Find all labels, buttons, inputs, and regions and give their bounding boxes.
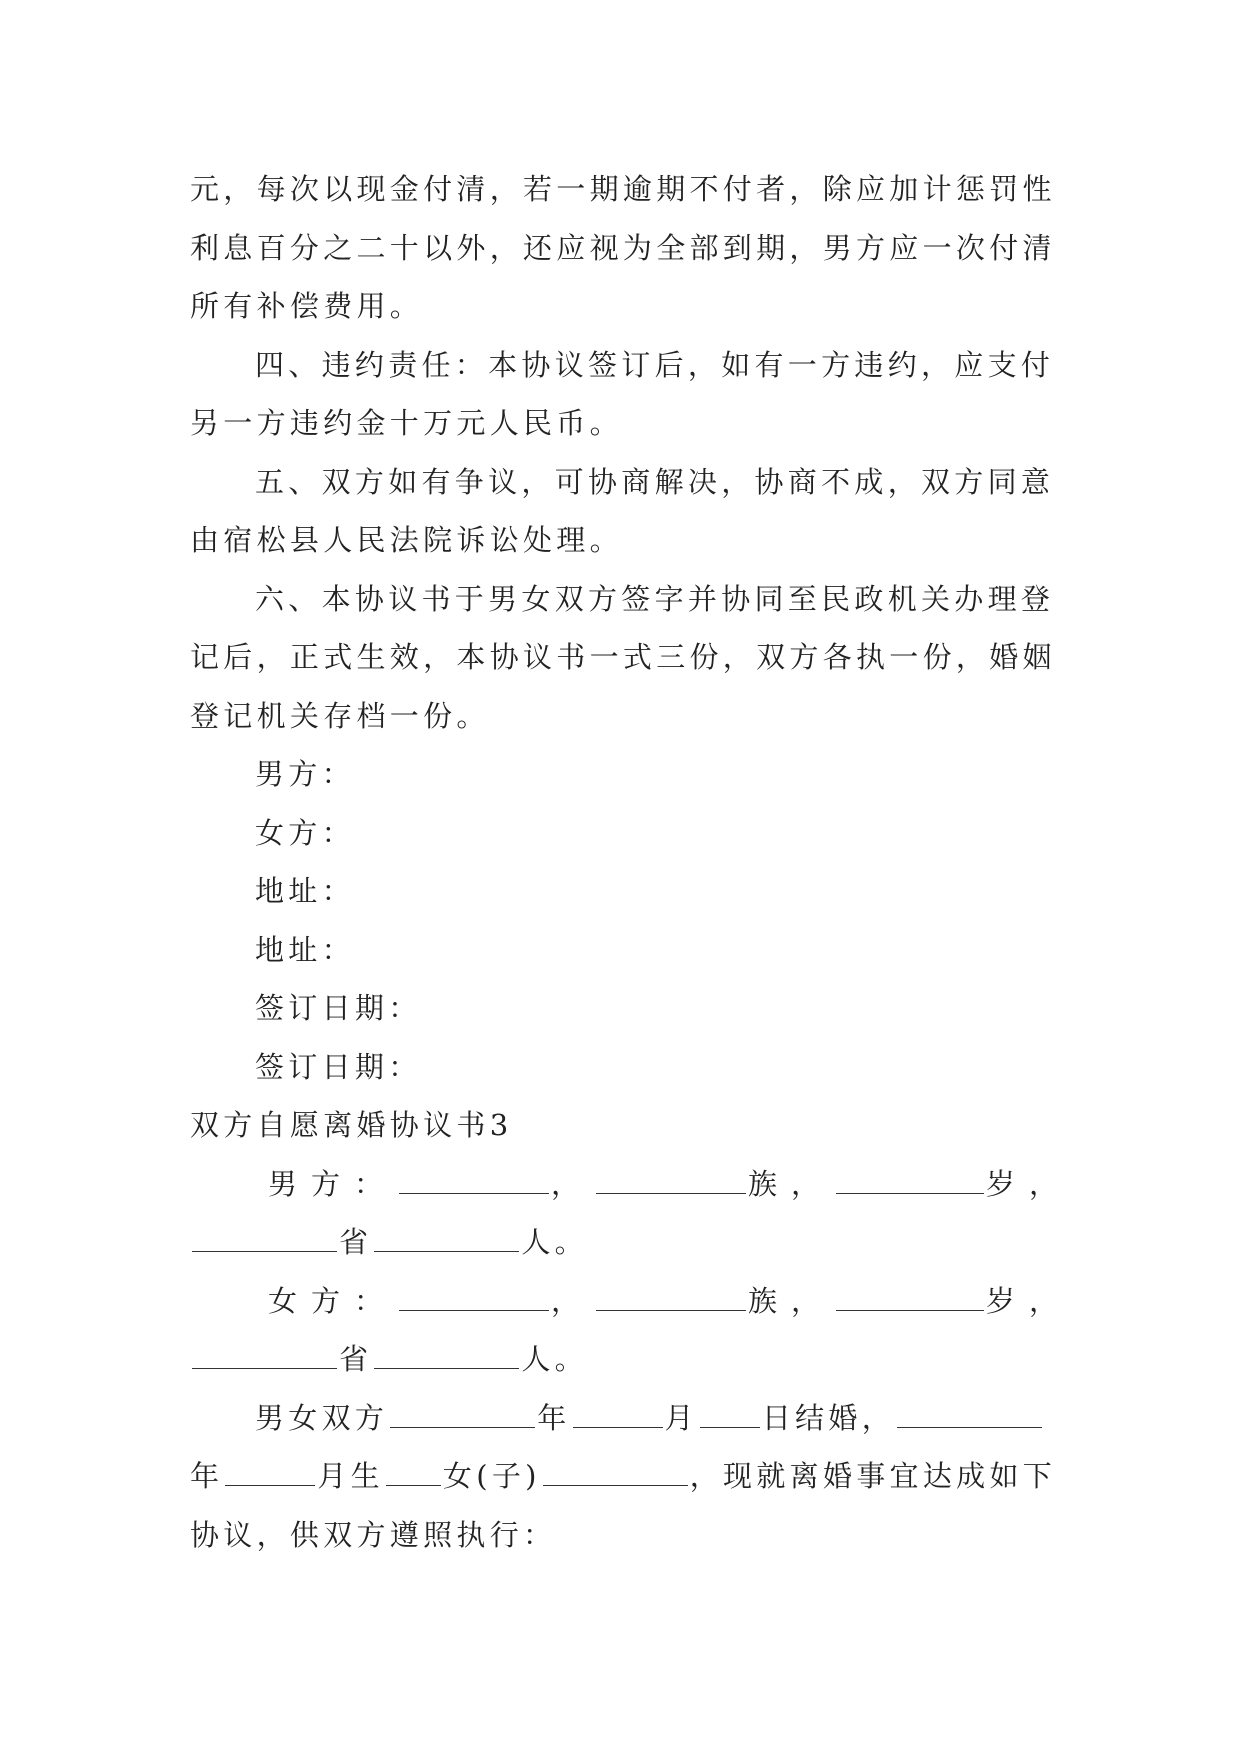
- text-line: 所有补偿费用。: [190, 289, 424, 323]
- text-line: 由宿松县人民法院诉讼处理。: [190, 523, 623, 557]
- text-line: 元，每次以现金付清，若一期逾期不付者，除应加计惩罚性: [190, 172, 1056, 206]
- female-info-line: [190, 1272, 1073, 1331]
- agreement-reached: ，现就离婚事宜达成如下: [689, 1459, 1057, 1493]
- marriage-month-blank: [573, 1405, 663, 1428]
- year-label: 年: [190, 1459, 224, 1493]
- signature-female-label: 女方：: [255, 815, 355, 850]
- female-origin-line: [190, 1330, 1050, 1389]
- text-line: 利息百分之二十以外，还应视为全部到期，男方应一次付清: [190, 230, 1056, 265]
- child-birth-year-blank: [897, 1405, 1042, 1428]
- male-origin-line: [190, 1213, 1050, 1272]
- day-married-label: 日结婚，: [761, 1400, 896, 1435]
- text-line: 记后，正式生效，本协议书一式三份，双方各执一份，婚姻: [190, 640, 1056, 674]
- male-hometown-blank: [374, 1229, 519, 1252]
- male-ethnic-blank: [596, 1171, 746, 1194]
- marriage-date-line: [190, 1389, 1050, 1448]
- female-ethnic-blank: [596, 1288, 746, 1311]
- person-label: 人。: [521, 1342, 588, 1376]
- female-age-blank: [836, 1288, 984, 1311]
- text-line: 另一方违约金十万元人民币。: [190, 406, 623, 440]
- male-info-line: [190, 1155, 1073, 1214]
- child-birth-month-blank: [225, 1463, 315, 1486]
- document-page: [190, 160, 1073, 1564]
- ethnic-label: 族，: [748, 1166, 835, 1201]
- month-label: 月: [664, 1400, 698, 1435]
- male-label: 男方：: [268, 1166, 398, 1201]
- province-label: 省: [339, 1342, 373, 1376]
- clause-four: 四、违约责任：本协议签订后，如有一方违约，应支付: [255, 347, 1055, 382]
- comma: ，: [551, 1283, 595, 1318]
- male-age-blank: [836, 1171, 984, 1194]
- ethnic-label: 族，: [748, 1283, 835, 1318]
- sign-date-label: 签订日期：: [255, 991, 422, 1025]
- child-label: 女(子): [442, 1459, 541, 1493]
- female-name-blank: [399, 1288, 549, 1311]
- marriage-day-blank: [700, 1405, 760, 1428]
- age-label: 岁，: [986, 1166, 1073, 1201]
- signature-male-label: 男方：: [255, 757, 355, 791]
- female-province-blank: [192, 1346, 337, 1369]
- child-name-blank: [543, 1463, 688, 1486]
- text-line: 登记机关存档一份。: [190, 698, 490, 733]
- child-birth-line: [190, 1447, 1057, 1506]
- marriage-year-blank: [390, 1405, 535, 1428]
- address-label: 地址：: [255, 932, 355, 967]
- final-line: 协议，供双方遵照执行：: [190, 1517, 557, 1552]
- province-label: 省: [339, 1225, 373, 1259]
- female-hometown-blank: [374, 1346, 519, 1369]
- marriage-prefix: 男女双方: [255, 1400, 389, 1435]
- age-label: 岁，: [986, 1283, 1073, 1318]
- person-label: 人。: [521, 1225, 588, 1259]
- comma: ，: [551, 1166, 595, 1201]
- male-province-blank: [192, 1229, 337, 1252]
- clause-five: 五、双方如有争议，可协商解决，协商不成，双方同意: [255, 464, 1055, 499]
- child-count-blank: [386, 1463, 441, 1486]
- section-title: 双方自愿离婚协议书3: [190, 1108, 513, 1142]
- male-name-blank: [399, 1171, 549, 1194]
- address-label: 地址：: [255, 874, 355, 908]
- sign-date-label: 签订日期：: [255, 1049, 422, 1084]
- born-label: 月生: [317, 1459, 384, 1493]
- year-label: 年: [537, 1400, 571, 1435]
- clause-six: 六、本协议书于男女双方签字并协同至民政机关办理登: [255, 581, 1055, 616]
- female-label: 女方：: [268, 1283, 398, 1318]
